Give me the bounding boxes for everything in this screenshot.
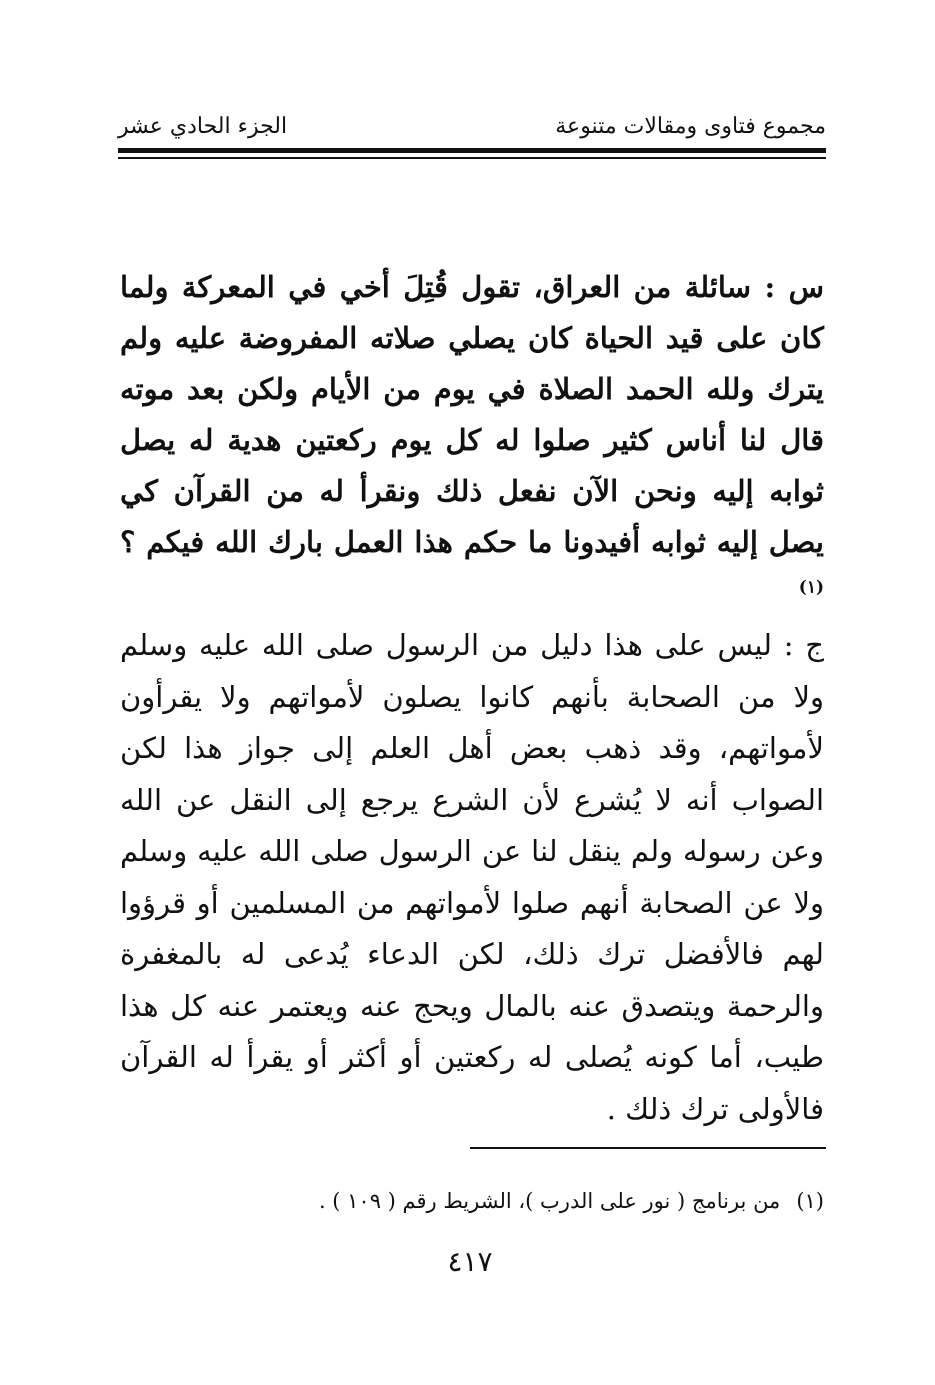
- answer-text: ليس على هذا دليل من الرسول صلى الله عليه وسلم ولا من الصحابة بأنهم كانوا يصلون لأمواتهم ولا يقرأون لأمواتهم، وقد ذهب بعض أهل العلم إلى جواز هذا لكن الصواب أنه لا يُشرع لأن الشرع يرجع إلى النقل عن الله وعن رسوله ولم ينقل لنا عن الرسول صلى الله عليه وسلم ولا عن الصحابة أنهم صلوا لأمواتهم من المسلمين أو قرؤوا لهم فالأفضل ترك ذلك، لكن الدعاء يُدعى له بالمغفرة والرحمة ويتصدق عنه بالمال ويحج عنه ويعتمر عنه كل هذا طيب، أما كونه يُصلى له ركعتين أو أكثر أو يقرأ له القرآن فالأولى ترك ذلك .: [120, 628, 824, 1126]
- volume-title: الجزء الحادي عشر: [118, 114, 288, 139]
- footnote: [120, 1186, 824, 1216]
- question-label: س :: [764, 270, 825, 304]
- footnote-text: من برنامج ( نور على الدرب )، الشريط رقم ( ١٠٩ ) .: [318, 1189, 781, 1213]
- footnote-marker[interactable]: (١): [798, 577, 824, 598]
- book-title: مجموع فتاوى ومقالات متنوعة: [555, 114, 826, 139]
- answer-paragraph: [120, 620, 824, 1135]
- page-number: ٤١٧: [447, 1245, 493, 1278]
- running-header: [118, 112, 826, 142]
- header-rule-thick: [118, 148, 826, 153]
- question-paragraph: [120, 262, 824, 619]
- answer-label: ج :: [783, 628, 824, 662]
- footnote-separator: [470, 1147, 826, 1149]
- question-text: سائلة من العراق، تقول قُتِلَ أخي في المعركة ولما كان على قيد الحياة كان يصلي صلاته المفروضة عليه ولم يترك ولله الحمد الصلاة في يوم من الأيام ولكن بعد موته قال لنا أناس كثير صلوا له كل يوم ركعتين هدية له يصل ثوابه إليه ونحن الآن نفعل ذلك ونقرأ له من القرآن كي يصل إليه ثوابه أفيدونا ما حكم هذا العمل بارك الله فيكم ؟: [120, 270, 824, 559]
- header-rule-thin: [118, 157, 826, 159]
- footnote-number: (١): [796, 1189, 824, 1213]
